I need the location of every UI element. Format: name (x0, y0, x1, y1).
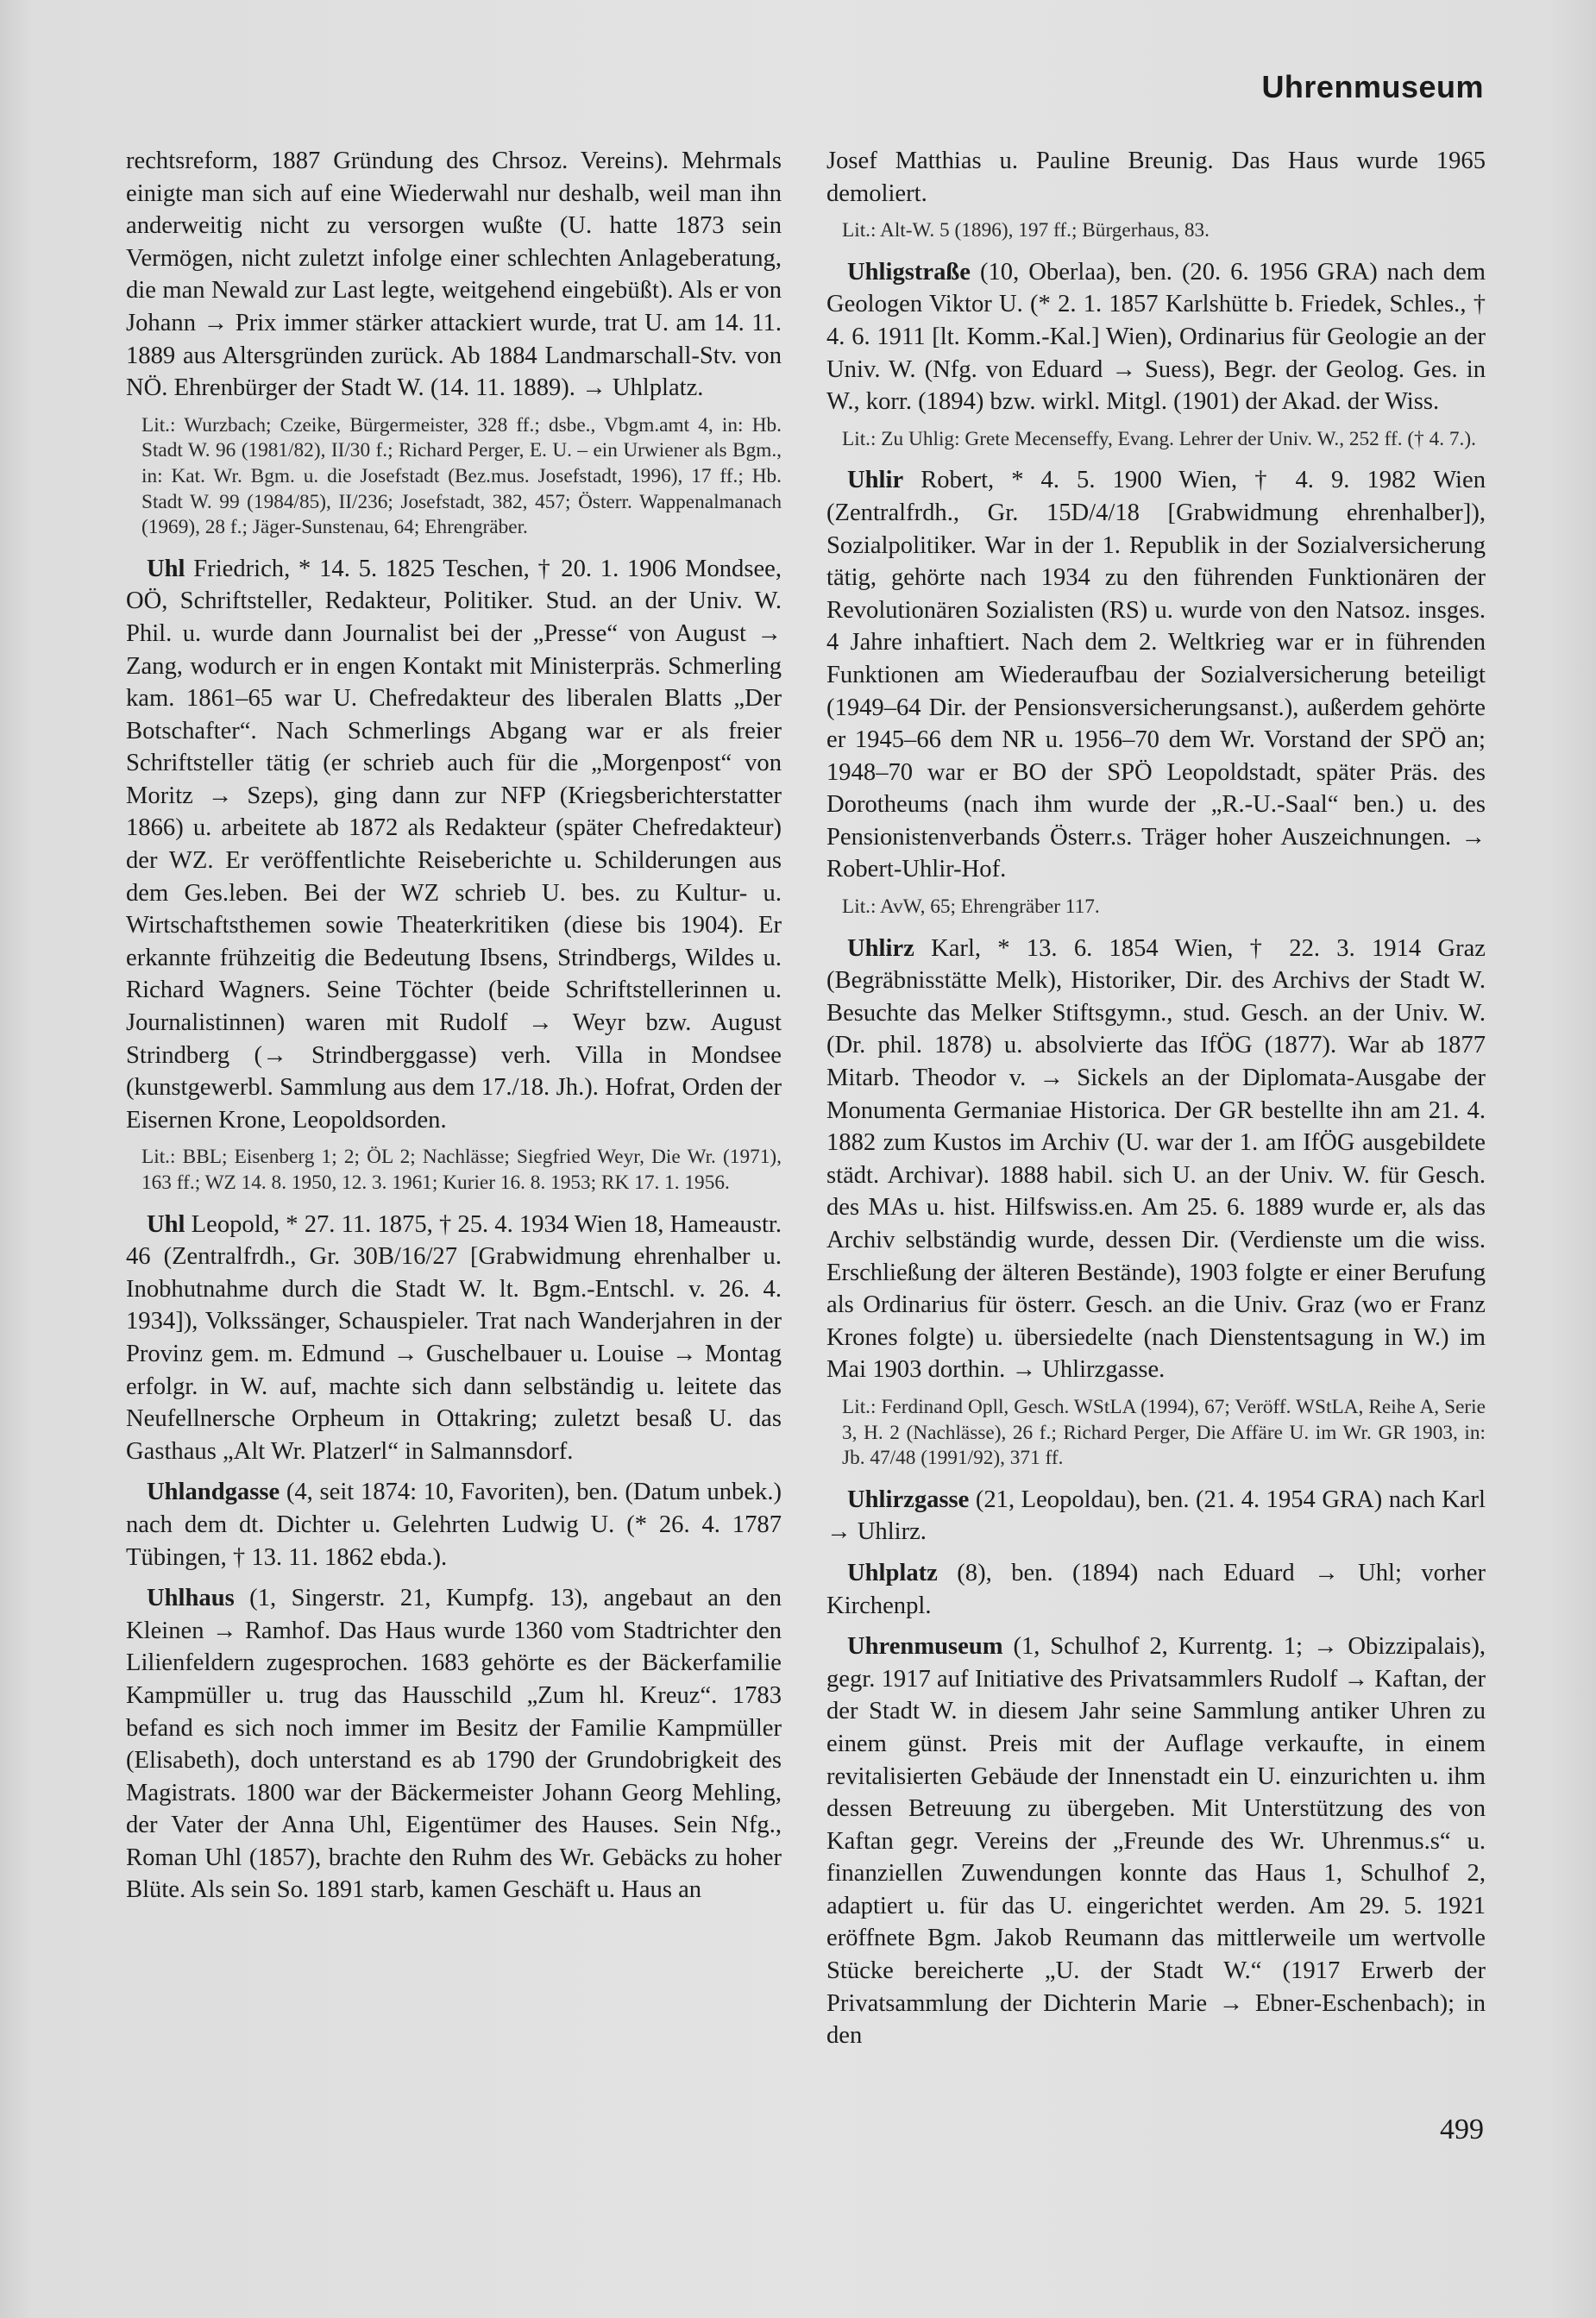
entry-text: (10, Oberlaa), ben. (20. 6. 1956 GRA) nach dem Geologen Viktor U. (* 2. 1. 1857 Karlshütte b. Friedek, Schles., † 4. 6. 1911 [lt. Komm.-Kal.] Wien), Ordinarius für Geologie an der Univ. W. (Nfg. von Eduard → Suess), Begr. der Geolog. Ges. in W., korr. (1894) bzw. wirkl. Mitgl. (1901) der Akad. der Wiss. (826, 258, 1486, 416)
lexicon-entry (826, 1484, 1486, 1548)
entry-headword: Uhlplatz (847, 1559, 938, 1586)
lexicon-entry (826, 464, 1486, 886)
literature-reference: Lit.: Alt-W. 5 (1896), 197 ff.; Bürgerhaus, 83. (842, 219, 1210, 242)
literature-reference: Lit.: BBL; Eisenberg 1; 2; ÖL 2; Nachlässe; Siegfried Weyr, Die Wr. (1971), 163 ff.; WZ 14. 8. 1950, 12. 3. 1961; Kurier 16. 8. 1953; RK 17. 1. 1956. (141, 1146, 782, 1194)
entry-text: (1, Schulhof 2, Kurrentg. 1; → Obizzipalais), gegr. 1917 auf Initiative des Privatsammlers Rudolf → Kaftan, der der Stadt W. in diesem Jahr seine Sammlung antiker Uhren zu einem günst. Preis mit der Auflage verkaufte, in einem revitalisierten Gebäude der Innenstadt ein U. einzurichten u. ihm dessen Betreuung zu übergeben. Mit Unterstützung des von Kaftan gegr. Vereins der „Freunde des Wr. Uhrenmus.s“ u. finanziellen Zuwendungen konnte das Haus 1, Schulhof 2, adaptiert u. für das U. eingerichtet werden. Am 29. 5. 1921 eröffnete Bgm. Jakob Reumann das mittlerweile um wertvolle Stücke bereicherte „U. der Stadt W.“ (1917 Erwerb der Privatsammlung der Dichterin Marie → Ebner-Eschenbach); in den (826, 1633, 1486, 2050)
lexicon-entry (826, 1630, 1486, 2052)
entry-headword: Uhlandgasse (147, 1479, 280, 1506)
entry-headword: Uhlir (847, 467, 904, 494)
entry-text: Leopold, * 27. 11. 1875, † 25. 4. 1934 Wien 18, Hameaustr. 46 (Zentralfrdh., Gr. 30B/16/27 [Grabwidmung ehrenhalber u. Inobhutnahme durch die Stadt W. lt. Bgm.-Entschl. v. 26. 4. 1934]), Volkssänger, Schauspieler. Trat nach Wanderjahren in der Provinz gem. m. Edmund → Guschelbauer u. Louise → Montag erfolgr. in W. auf, machte sich dann selbständig u. leitete das Neufellnersche Orpheum in Ottakring; zuletzt besaß U. das Gasthaus „Alt Wr. Platzerl“ in Salmannsdorf. (126, 1210, 782, 1465)
entry-headword: Uhlirz (847, 934, 914, 962)
lexicon-entry (126, 1582, 782, 1907)
right-column (826, 145, 1486, 2061)
entry-text: Karl, * 13. 6. 1854 Wien, † 22. 3. 1914 Graz (Begräbnisstätte Melk), Historiker, Dir. des Archivs der Stadt W. Besuchte das Melker Stiftsgymn., stud. Gesch. an der Univ. W. (Dr. phil. 1878) u. absolvierte das IfÖG (1877). War ab 1877 Mitarb. Theodor v. → Sickels an der Diplomata-Ausgabe der Monumenta Germaniae Historica. Der GR bestellte ihn am 21. 4. 1882 zum Kustos im Archiv (U. war der 1. am IfÖG ausgebildete städt. Archivar). 1888 habil. sich U. an der Univ. W. für Gesch. des MAs u. hist. Hilfswiss.en. Am 25. 6. 1889 wurde er, als das Archiv selbständig wurde, dessen Dir. (Verdienste um die wiss. Erschließung der älteren Bestände), 1903 folgte er einer Berufung als Ordinarius für österr. Gesch. an die Univ. Graz (wo er Franz Krones folgte) u. übersiedelte (nach Dienstentsagung in W.) im Mai 1903 dorthin. → Uhlirzgasse. (826, 934, 1486, 1384)
entry-continuation: rechtsreform, 1887 Gründung des Chrsoz. Vereins). Mehrmals einigte man sich auf eine Wiederwahl nur deshalb, weil man ihn anderweitig nicht zu versorgen wußte (U. hatte 1873 sein Vermögen, nicht zuletzt infolge einer schlechten Anlageberatung, die man Newald zur Last legte, weitgehend eingebüßt). Als er von Johann → Prix immer stärker attackiert wurde, trat U. am 14. 11. 1889 aus Altersgründen zurück. Ab 1884 Landmarschall-Stv. von NÖ. Ehrenbürger der Stadt W. (14. 11. 1889). → Uhlplatz. (126, 148, 782, 402)
entry-text: (1, Singerstr. 21, Kumpfg. 13), angebaut an den Kleinen → Ramhof. Das Haus wurde 1360 vom Stadtrichter den Lilienfeldern zugesprochen. 1683 gehörte es der Bäckerfamilie Kampmüller u. trug das Hausschild „Zum hl. Kreuz“. 1783 befand es sich noch immer im Besitz der Familie Kampmüller (Elisabeth), doch unterstand es ab 1790 der Grundobrigkeit des Magistrats. 1800 war der Bäckermeister Johann Georg Mehling, der Vater der Anna Uhl, Eigentümer des Hauses. Sein Nfg., Roman Uhl (1857), brachte den Ruhm des Wr. Gebäcks zu hoher Blüte. Als sein So. 1891 starb, kamen Geschäft u. Haus an (126, 1585, 782, 1904)
running-head: Uhrenmuseum (1261, 69, 1484, 104)
entry-headword: Uhrenmuseum (847, 1633, 1003, 1661)
literature-reference: Lit.: Zu Uhlig: Grete Mecenseffy, Evang. Lehrer der Univ. W., 252 ff. († 4. 7.). (842, 427, 1476, 450)
entry-headword: Uhligstraße (847, 258, 971, 286)
entry-headword: Uhlhaus (147, 1585, 235, 1612)
entry-text: Friedrich, * 14. 5. 1825 Teschen, † 20. 1. 1906 Mondsee, OÖ, Schriftsteller, Redakteur, Politiker. Stud. an der Univ. W. Phil. u. wurde dann Journalist bei der „Presse“ von August → Zang, wodurch er in engen Kontakt mit Ministerpräs. Schmerling kam. 1861–65 war U. Chefredakteur des liberalen Blatts „Der Botschafter“. Nach Schmerlings Abgang war er als freier Schriftsteller tätig (er schrieb auch für die „Morgenpost“ von Moritz → Szeps), ging dann zur NFP (Kriegsberichterstatter 1866) u. arbeitete ab 1872 als Redakteur (später Chefredakteur) der WZ. Er veröffentlichte Reiseberichte u. Schilderungen aus dem Ges.leben. Bei der WZ schrieb U. bes. zu Kultur- u. Wirtschaftsthemen sowie Theaterkritiken (diese bis 1904). Er erkannte frühzeitig die Bedeutung Ibsens, Strindbergs, Wildes u. Richard Wagners. Seine Töchter (beide Schriftstellerinnen u. Journalistinnen) waren mit Rudolf → Weyr bzw. August Strindberg (→ Strindberggasse) verh. Villa in Mondsee (kunstgewerbl. Sammlung aus dem 17./18. Jh.). Hofrat, Orden der Eisernen Krone, Leopoldsorden. (126, 555, 782, 1134)
literature-reference: Lit.: AvW, 65; Ehrengräber 117. (842, 895, 1100, 919)
lexicon-entry (126, 553, 782, 1137)
entry-headword: Uhl (147, 1210, 185, 1238)
lexicon-entry (826, 1557, 1486, 1622)
entry-continuation: Josef Matthias u. Pauline Breunig. Das Haus wurde 1965 demoliert. (826, 148, 1486, 207)
lexicon-entry (826, 256, 1486, 418)
literature-reference: Lit.: Ferdinand Opll, Gesch. WStLA (1994), 67; Veröff. WStLA, Reihe A, Serie 3, H. 2 (Nachlässe), 26 f.; Richard Perger, Die Affäre U. im Wr. GR 1903, in: Jb. 47/48 (1991/92), 371 ff. (842, 1395, 1486, 1470)
entry-text: (21, Leopoldau), ben. (21. 4. 1954 GRA) nach Karl → Uhlirz. (826, 1486, 1486, 1546)
lexicon-entry (126, 1476, 782, 1574)
lexicon-entry (126, 1209, 782, 1468)
left-column (126, 145, 782, 1915)
lexicon-entry (826, 933, 1486, 1386)
entry-headword: Uhl (147, 555, 185, 582)
page-number: 499 (1440, 2114, 1484, 2145)
entry-text: (8), ben. (1894) nach Eduard → Uhl; vorher Kirchenpl. (826, 1559, 1486, 1619)
entry-headword: Uhlirzgasse (847, 1486, 970, 1513)
literature-reference: Lit.: Wurzbach; Czeike, Bürgermeister, 328 ff.; dsbe., Vbgm.amt 4, in: Hb. Stadt W. 96 (1981/82), II/30 f.; Richard Perger, E. U. – ein Urwiener als Bgm., in: Kat. Wr. Bgm. u. die Josefstadt (Bez.mus. Josefstadt, 1996), 17 ff.; Hb. Stadt W. 99 (1984/85), II/236; Josefstadt, 382, 457; Österr. Wappenalmanach (1969), 28 f.; Jäger-Sunstenau, 64; Ehrengräber. (141, 413, 782, 539)
entry-text: (4, seit 1874: 10, Favoriten), ben. (Datum unbek.) nach dem dt. Dichter u. Gelehrten Ludwig U. (* 26. 4. 1787 Tübingen, † 13. 11. 1862 ebda.). (126, 1479, 782, 1571)
entry-text: Robert, * 4. 5. 1900 Wien, † 4. 9. 1982 Wien (Zentralfrdh., Gr. 15D/4/18 [Grabwidmung ehrenhalber]), Sozialpolitiker. War in der 1. Republik in der Sozialversicherung tätig, gehörte nach 1934 zu den führenden Funktionären der Revolutionären Sozialisten (RS) u. wurde von den Natsoz. insges. 4 Jahre inhaftiert. Nach dem 2. Weltkrieg war er in führenden Funktionen am Wiederaufbau der Sozialversicherung beteiligt (1949–64 Dir. der Pensionsversicherungsanst.), außerdem gehörte er 1945–66 dem NR u. 1956–70 dem Wr. Vorstand der SPÖ an; 1948–70 war er BO der SPÖ Leopoldstadt, später Präs. des Dorotheums (nach ihm wurde der „R.-U.-Saal“ ben.) u. des Pensionistenverbands Österr.s. Träger hoher Auszeichnungen. → Robert-Uhlir-Hof. (826, 467, 1486, 883)
